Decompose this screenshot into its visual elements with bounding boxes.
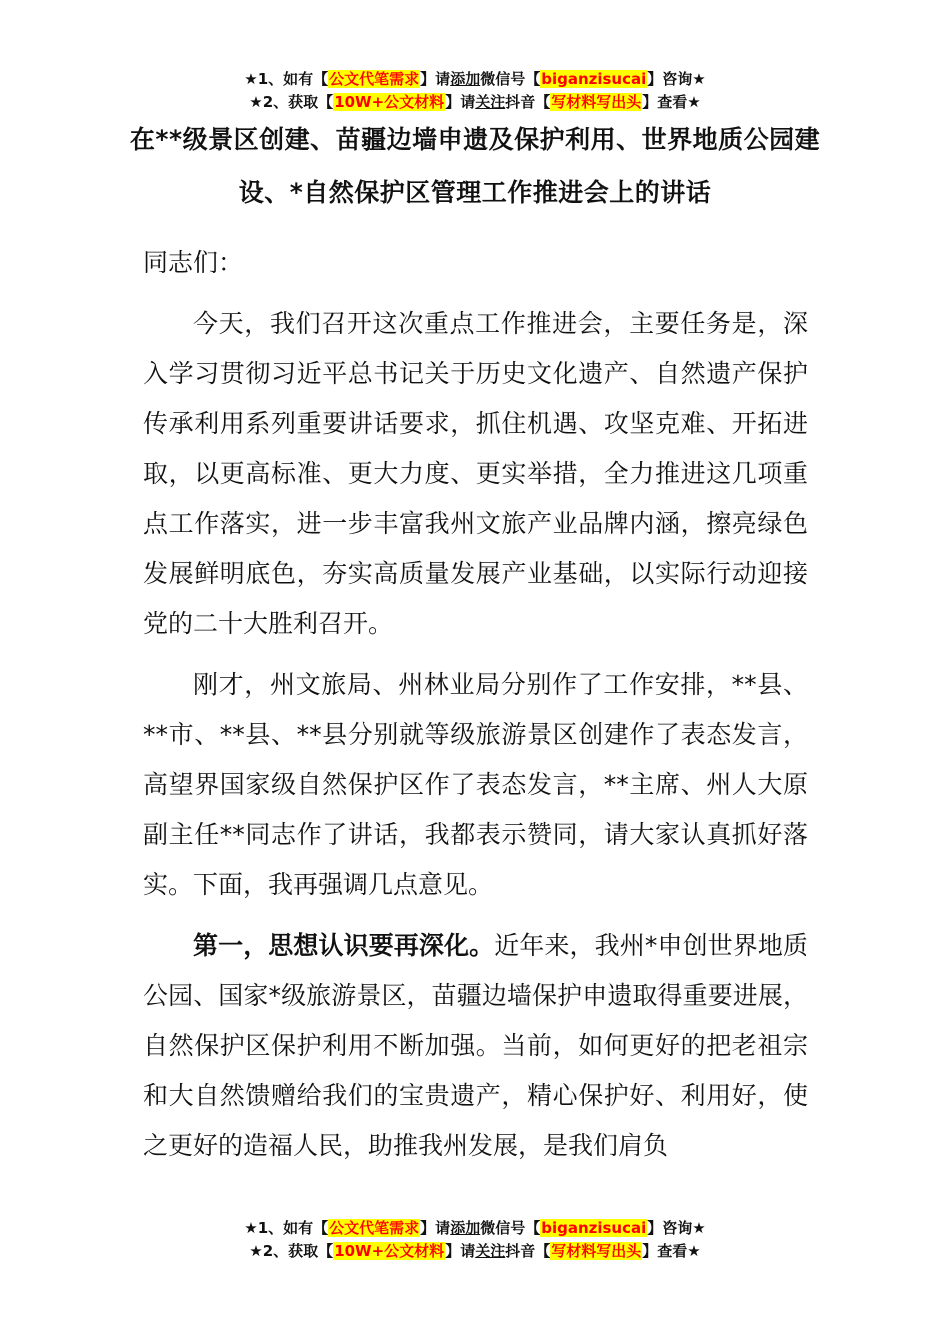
banner-line-2	[0, 91, 950, 114]
top-banner	[0, 68, 950, 114]
bottom-banner	[0, 1217, 950, 1263]
banner-underline: 关注	[475, 93, 506, 111]
banner-text: 】请	[420, 70, 451, 88]
banner-text: ★2、获取【	[249, 1242, 334, 1260]
banner-highlight: 公文代笔需求	[329, 70, 420, 88]
banner-line-1	[0, 68, 950, 91]
banner-text: 】请	[420, 1219, 451, 1237]
banner-text: 抖音【	[505, 93, 551, 111]
banner-text: 微信号【	[480, 70, 541, 88]
document-body	[143, 238, 808, 1182]
banner-text: 】查看★	[642, 93, 701, 111]
banner-text: 】咨询★	[647, 70, 706, 88]
point-heading: 第一，思想认识要再深化。	[193, 931, 495, 960]
banner-highlight: 写材料写出头	[551, 1242, 642, 1260]
banner-highlight: 写材料写出头	[551, 93, 642, 111]
banner-highlight: 10W+公文材料	[334, 1242, 445, 1260]
banner-highlight: biganzisucai	[541, 70, 647, 88]
banner-text: ★2、获取【	[249, 93, 334, 111]
banner-text: 】请	[445, 1242, 476, 1260]
banner-underline: 关注	[475, 1242, 506, 1260]
banner-text: 】请	[445, 93, 476, 111]
banner-line-1	[0, 1217, 950, 1240]
banner-text: ★1、如有【	[244, 70, 329, 88]
paragraph: 刚才，州文旅局、州林业局分别作了工作安排，**县、**市、**县、**县分别就等级旅游景区创建作了表态发言，高望界国家级自然保护区作了表态发言，**主席、州人大原副主任**同志作了讲话，我都表示赞同，请大家认真抓好落实。下面，我再强调几点意见。	[143, 670, 808, 899]
banner-highlight: 公文代笔需求	[329, 1219, 420, 1237]
paragraph-point-1	[143, 921, 808, 1171]
paragraph: 今天，我们召开这次重点工作推进会，主要任务是，深入学习贯彻习近平总书记关于历史文化遗产、自然遗产保护传承利用系列重要讲话要求，抓住机遇、攻坚克难、开拓进取，以更高标准、更大力度、更实举措，全力推进这几项重点工作落实，进一步丰富我州文旅产业品牌内涵，擦亮绿色发展鲜明底色，夯实高质量发展产业基础，以实际行动迎接党的二十大胜利召开。	[143, 309, 808, 638]
banner-underline: 添加	[450, 1219, 481, 1237]
banner-highlight: 10W+公文材料	[334, 93, 445, 111]
banner-highlight: biganzisucai	[541, 1219, 647, 1237]
banner-line-2	[0, 1240, 950, 1263]
banner-text: 微信号【	[480, 1219, 541, 1237]
point-text: 近年来，我州*申创世界地质公园、国家*级旅游景区，苗疆边墙保护申遗取得重要进展，自然保护区保护利用不断加强。当前，如何更好的把老祖宗和大自然馈赠给我们的宝贵遗产，精心保护好、利用好，使之更好的造福人民，助推我州发展，是我们肩负	[143, 931, 808, 1160]
document-title: 在**级景区创建、苗疆边墙申遗及保护利用、世界地质公园建设、*自然保护区管理工作推进会上的讲话	[129, 125, 821, 207]
banner-text: 抖音【	[505, 1242, 551, 1260]
salutation: 同志们：	[143, 248, 244, 277]
banner-text: 】查看★	[642, 1242, 701, 1260]
banner-text: 】咨询★	[647, 1219, 706, 1237]
banner-underline: 添加	[450, 70, 481, 88]
banner-text: ★1、如有【	[244, 1219, 329, 1237]
